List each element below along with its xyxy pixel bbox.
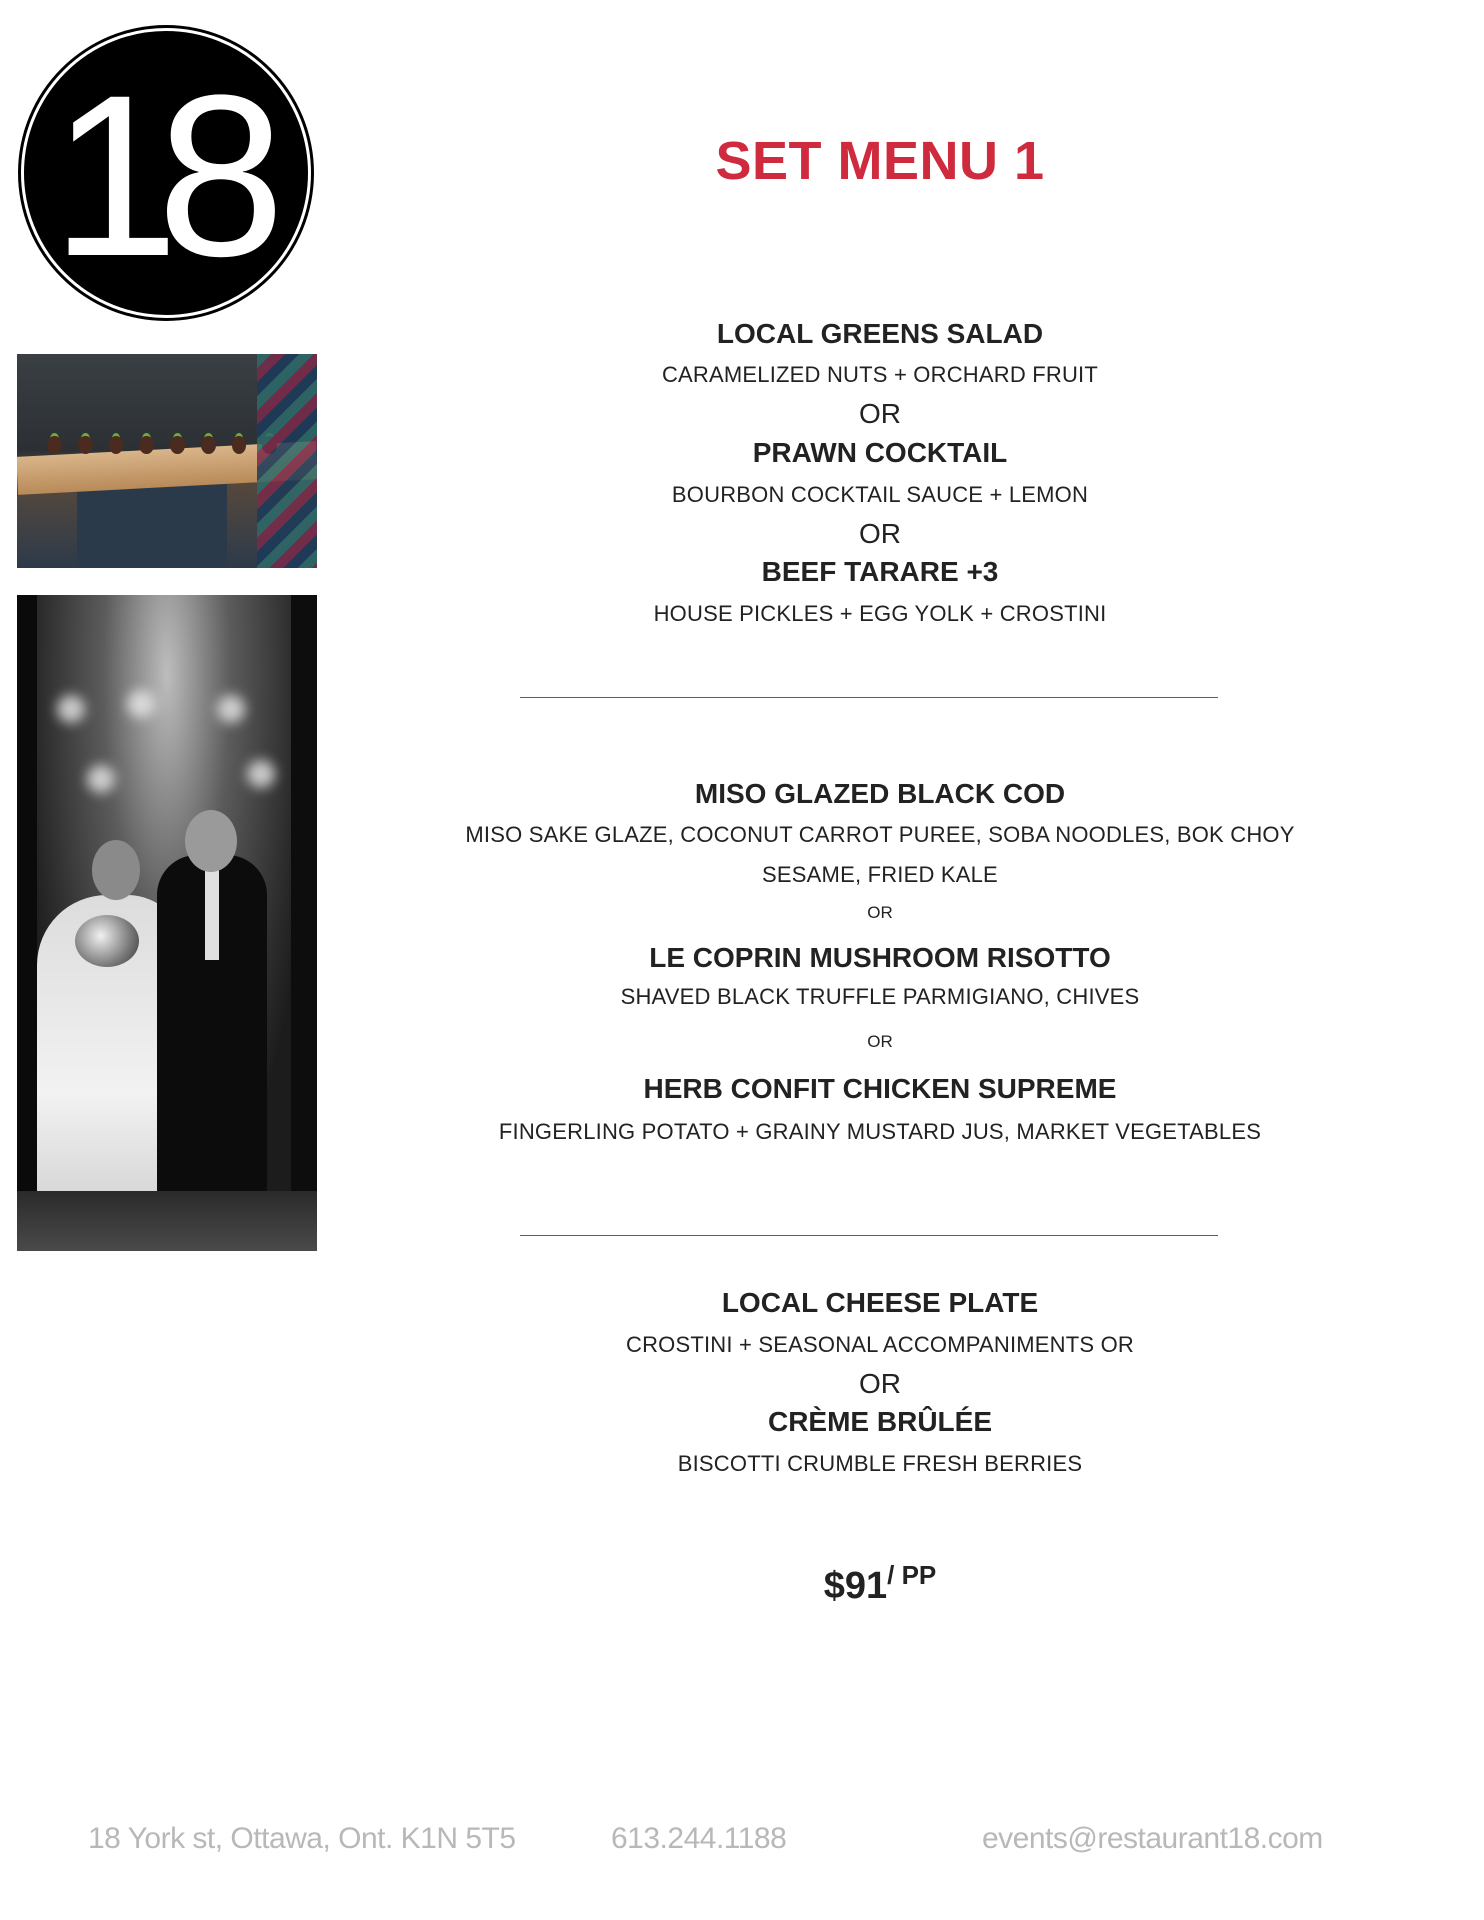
restaurant-logo	[18, 25, 314, 321]
dish-description: SHAVED BLACK TRUFFLE PARMIGIANO, CHIVES	[620, 984, 1140, 1009]
dish-description: MISO SAKE GLAZE, COCONUT CARROT PUREE, SOBA NOODLES, BOK CHOY	[465, 822, 1295, 847]
price	[380, 1560, 1380, 1608]
photo-wedding-couple	[17, 595, 317, 1251]
or-separator: OR	[859, 1368, 901, 1399]
dish-name: BEEF TARARE +3	[761, 556, 999, 587]
price-unit: / PP	[887, 1560, 937, 1590]
footer-email-link[interactable]: events@restaurant18.com	[982, 1822, 1323, 1855]
dish-name: CRÈME BRÛLÉE	[767, 1406, 992, 1437]
dish-name: PRAWN COCKTAIL	[752, 437, 1008, 468]
dish-description: CROSTINI + SEASONAL ACCOMPANIMENTS OR	[626, 1332, 1134, 1357]
dish-description: HOUSE PICKLES + EGG YOLK + CROSTINI	[653, 601, 1107, 626]
or-separator: OR	[867, 903, 893, 922]
logo-text: 18	[51, 47, 263, 304]
or-separator: OR	[859, 398, 901, 429]
or-separator: OR	[867, 1032, 893, 1051]
dish-description: SESAME, FRIED KALE	[762, 862, 998, 887]
dish-description: BOURBON COCKTAIL SAUCE + LEMON	[671, 482, 1089, 507]
section-divider	[520, 1235, 1218, 1236]
footer-phone: 613.244.1188	[611, 1822, 787, 1855]
dish-description: BISCOTTI CRUMBLE FRESH BERRIES	[677, 1451, 1083, 1476]
dish-name: HERB CONFIT CHICKEN SUPREME	[643, 1073, 1117, 1104]
price-amount: $91	[823, 1565, 888, 1607]
footer-address: 18 York st, Ottawa, Ont. K1N 5T5	[88, 1822, 516, 1855]
logo-circle	[21, 28, 311, 318]
menu-title: SET MENU 1	[715, 131, 1045, 191]
dish-description: FINGERLING POTATO + GRAINY MUSTARD JUS, MARKET VEGETABLES	[498, 1119, 1262, 1144]
photo-server-appetizers	[17, 354, 317, 568]
dish-name: MISO GLAZED BLACK COD	[694, 778, 1066, 809]
dish-name: LOCAL GREENS SALAD	[716, 318, 1044, 349]
dish-name: LOCAL CHEESE PLATE	[721, 1287, 1039, 1318]
menu-content	[380, 0, 1380, 1700]
dish-name: LE COPRIN MUSHROOM RISOTTO	[649, 942, 1111, 973]
dish-description: CARAMELIZED NUTS + ORCHARD FRUIT	[661, 362, 1099, 387]
section-divider	[520, 697, 1218, 698]
or-separator: OR	[859, 518, 901, 549]
